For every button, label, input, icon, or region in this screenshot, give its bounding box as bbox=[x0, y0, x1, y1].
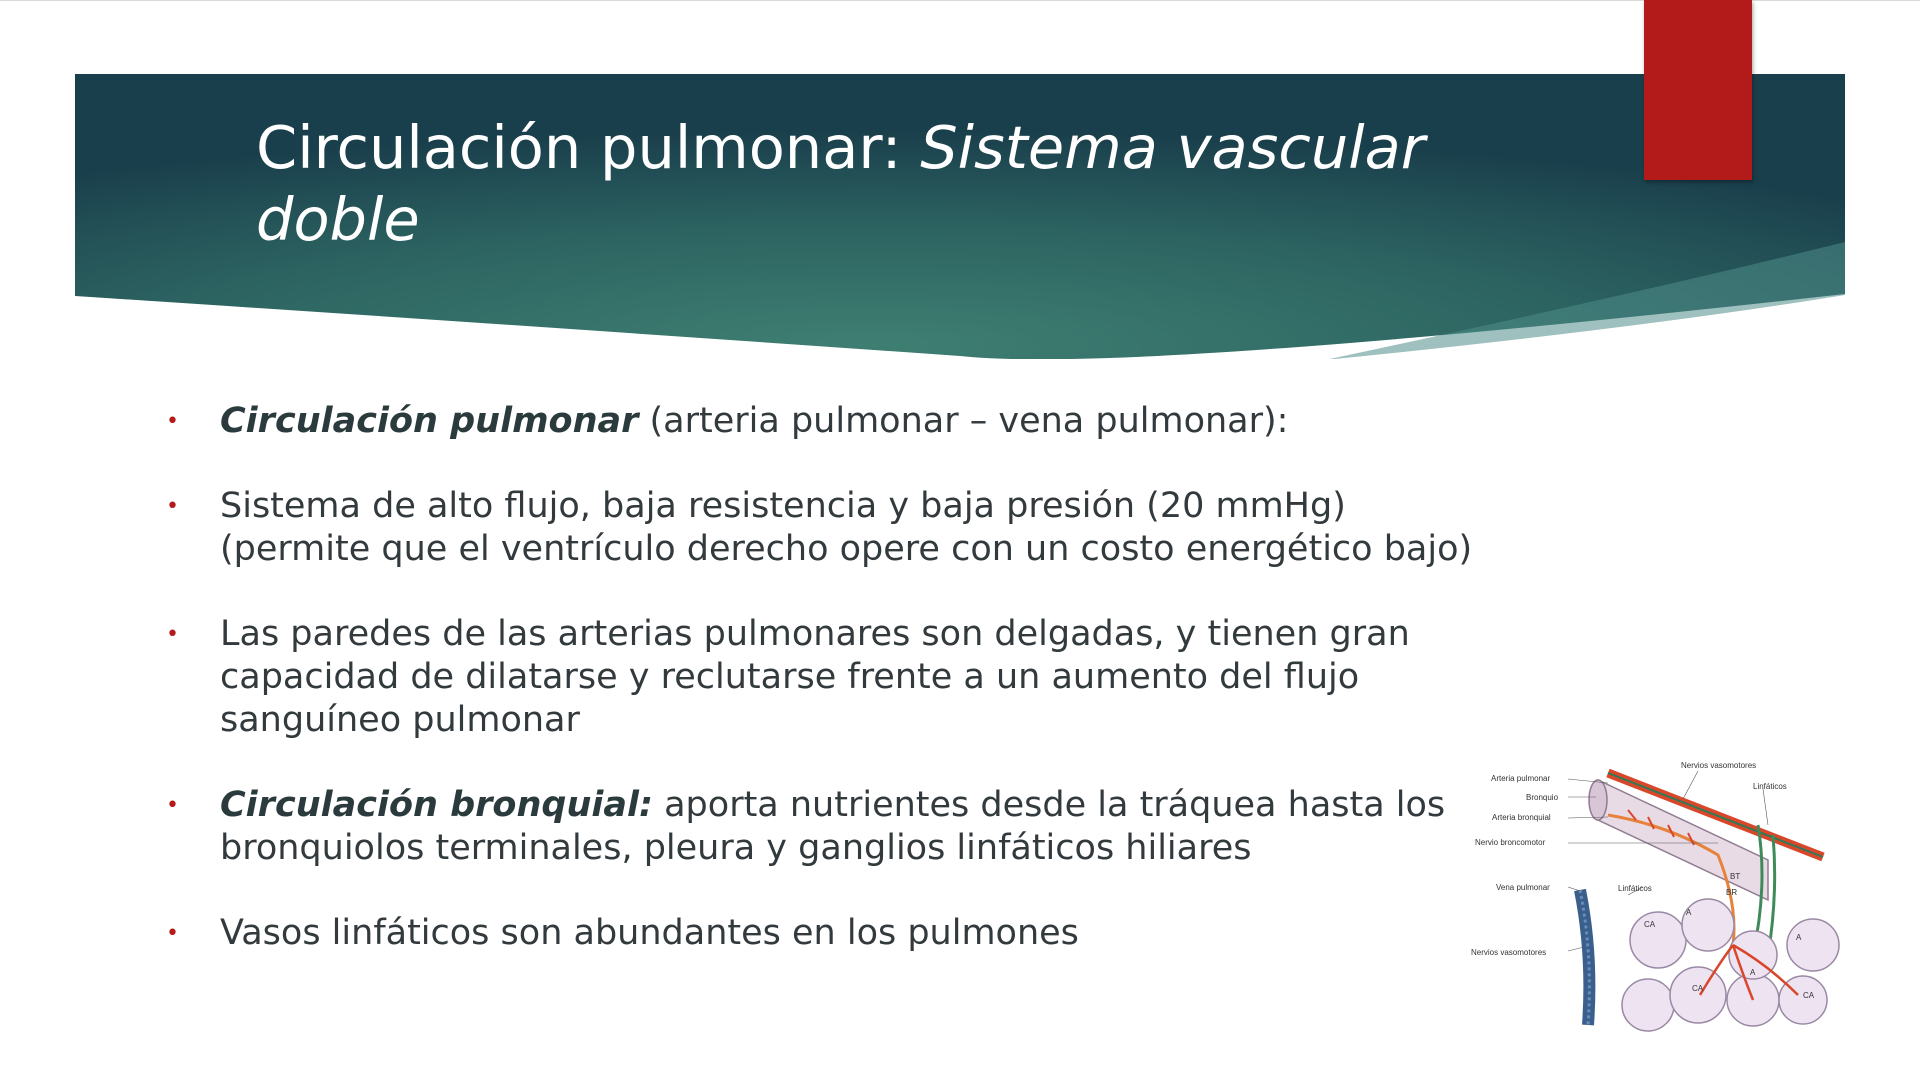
label-linfaticos-top: Linfáticos bbox=[1753, 782, 1787, 791]
label-br: BR bbox=[1726, 888, 1738, 897]
label-a: A bbox=[1796, 933, 1802, 942]
bullet-strong: Circulación pulmonar bbox=[220, 401, 639, 441]
bullet-dot: • bbox=[166, 921, 179, 946]
label-vena-pulmonar: Vena pulmonar bbox=[1496, 883, 1550, 892]
bullet-text: Sistema de alto flujo, baja resistencia y baja presión (20 mmHg)(permite que el ventrículo derecho opere con un costo energético bajo) bbox=[220, 486, 1473, 569]
label-ca: CA bbox=[1692, 984, 1704, 993]
label-a: A bbox=[1686, 908, 1692, 917]
bullet-text: aporta nutrientes desde la tráquea hasta los bronquiolos terminales, pleura y ganglios linfáticos hiliares bbox=[220, 785, 1446, 868]
bullet-dot: • bbox=[166, 793, 179, 818]
label-bronquio: Bronquio bbox=[1526, 793, 1559, 802]
slide-title bbox=[256, 112, 1456, 256]
red-accent-tab bbox=[1644, 0, 1752, 180]
list-item bbox=[160, 912, 1490, 955]
list-item bbox=[160, 784, 1490, 870]
list-item bbox=[160, 485, 1490, 571]
label-a: A bbox=[1750, 968, 1756, 977]
label-nervio-broncomotor: Nervio broncomotor bbox=[1475, 838, 1546, 847]
title-italic-part: Sistema vascular doble bbox=[256, 113, 1426, 254]
label-arteria-pulmonar: Arteria pulmonar bbox=[1491, 774, 1551, 783]
list-item bbox=[160, 400, 1490, 443]
label-ca: CA bbox=[1644, 920, 1656, 929]
lung-vascular-diagram bbox=[1468, 755, 1858, 1045]
label-nervios-top: Nervios vasomotores bbox=[1681, 761, 1757, 770]
bullet-dot: • bbox=[166, 494, 179, 519]
title-regular-part: Circulación pulmonar: bbox=[256, 113, 921, 182]
bullet-text: (arteria pulmonar – vena pulmonar): bbox=[638, 401, 1289, 441]
bullet-dot: • bbox=[166, 409, 179, 434]
bullet-dot: • bbox=[166, 622, 179, 647]
label-arteria-bronquial: Arteria bronquial bbox=[1492, 813, 1551, 822]
label-linfaticos-mid: Linfáticos bbox=[1618, 884, 1652, 893]
label-nervios-bottom: Nervios vasomotores bbox=[1471, 948, 1547, 957]
bullet-list bbox=[160, 400, 1490, 997]
bullet-strong: Circulación bronquial: bbox=[220, 785, 653, 825]
bullet-text: Vasos linfáticos son abundantes en los pulmones bbox=[220, 913, 1079, 953]
label-ca: CA bbox=[1803, 991, 1815, 1000]
bullet-text: Las paredes de las arterias pulmonares son delgadas, y tienen gran capacidad de dilatarse y reclutarse frente a un aumento del flujo sanguíneo pulmonar bbox=[220, 614, 1410, 740]
label-bt: BT bbox=[1730, 872, 1741, 881]
top-border-line bbox=[0, 0, 1920, 1]
list-item bbox=[160, 613, 1490, 742]
